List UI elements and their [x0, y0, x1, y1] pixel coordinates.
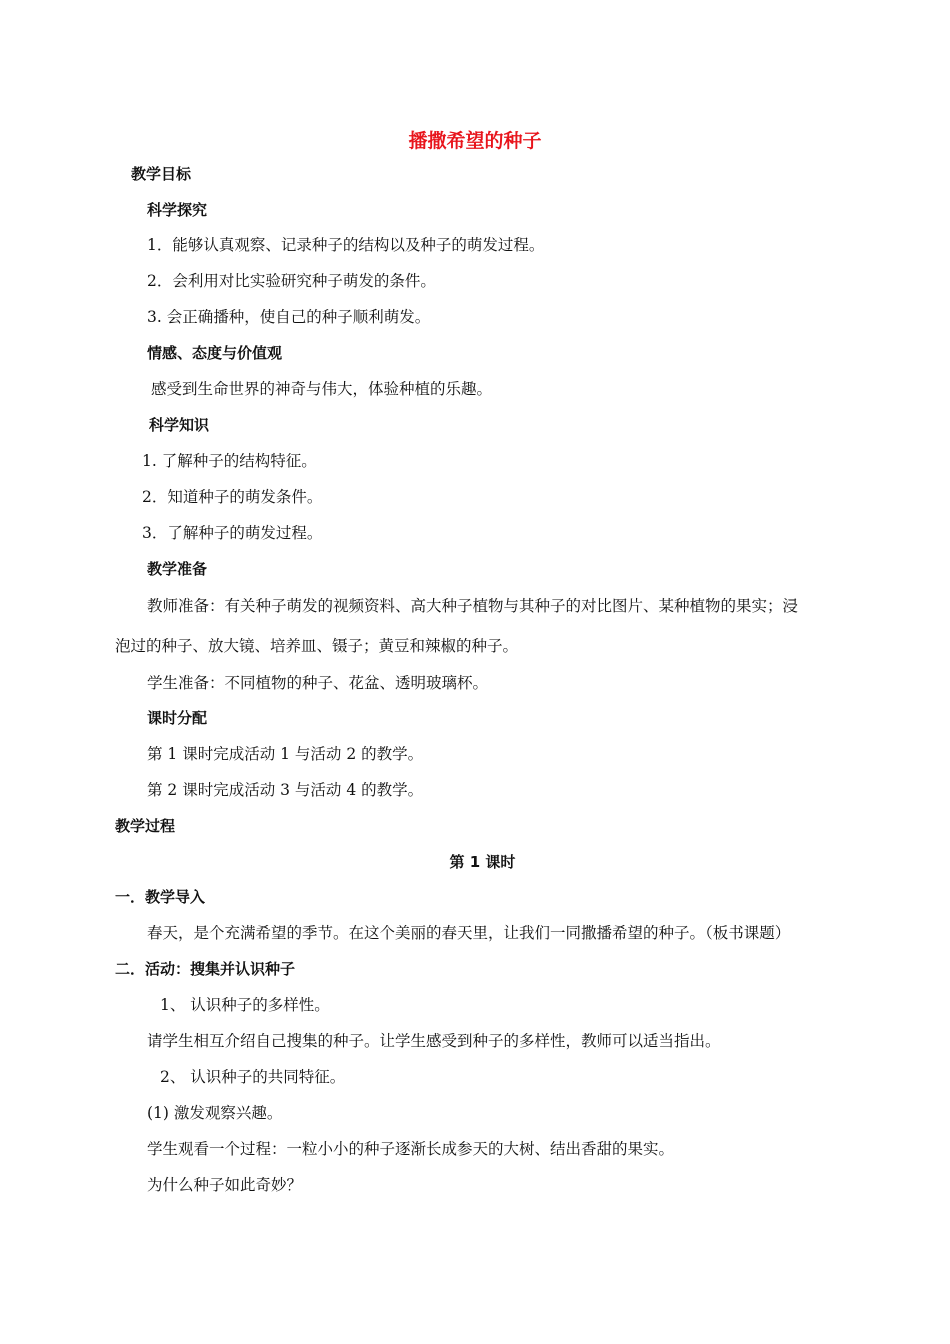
- goals-heading: 教学目标: [131, 165, 192, 183]
- intro-heading: 一．教学导入: [115, 888, 206, 906]
- list-item: 3. 会正确播种，使自己的种子顺利萌发。: [147, 308, 431, 326]
- list-item: 1．能够认真观察、记录种子的结构以及种子的萌发过程。: [147, 236, 545, 254]
- activity-line: 请学生相互介绍自己搜集的种子。让学生感受到种子的多样性，教师可以适当指出。: [147, 1032, 721, 1050]
- knowledge-heading: 科学知识: [149, 416, 210, 434]
- list-item: 2．知道种子的萌发条件。: [142, 488, 323, 506]
- activity-line: 为什么种子如此奇妙？: [147, 1176, 303, 1194]
- activity-heading: 二．活动：搜集并认识种子: [115, 960, 296, 978]
- activity-line: 2、 认识种子的共同特征。: [160, 1068, 346, 1086]
- student-prep: 学生准备：不同植物的种子、花盆、透明玻璃杯。: [147, 674, 489, 692]
- activity-line: (1) 激发观察兴趣。: [147, 1104, 283, 1122]
- intro-text: 春天，是个充满希望的季节。在这个美丽的春天里，让我们一同撒播希望的种子。（板书课题）: [147, 924, 791, 942]
- schedule-heading: 课时分配: [147, 709, 208, 727]
- document-title: 播撒希望的种子: [408, 130, 542, 152]
- teacher-prep-line-2: 泡过的种子、放大镜、培养皿、镊子；黄豆和辣椒的种子。: [115, 637, 519, 655]
- schedule-line: 第 2 课时完成活动 3 与活动 4 的教学。: [147, 781, 424, 799]
- preparation-heading: 教学准备: [147, 560, 208, 578]
- activity-line: 1、 认识种子的多样性。: [160, 996, 330, 1014]
- list-item: 3．了解种子的萌发过程。: [142, 524, 323, 542]
- teacher-prep-line-1: 教师准备：有关种子萌发的视频资料、高大种子植物与其种子的对比图片、某种植物的果实；浸: [147, 597, 799, 615]
- emotion-text: 感受到生命世界的神奇与伟大，体验种植的乐趣。: [151, 380, 493, 398]
- list-item: 1. 了解种子的结构特征。: [142, 452, 317, 470]
- process-heading: 教学过程: [115, 817, 176, 835]
- schedule-line: 第 1 课时完成活动 1 与活动 2 的教学。: [147, 745, 424, 763]
- science-inquiry-heading: 科学探究: [147, 201, 208, 219]
- emotion-heading: 情感、态度与价值观: [147, 344, 283, 362]
- lesson-heading: 第 1 课时: [449, 853, 516, 871]
- list-item: 2．会利用对比实验研究种子萌发的条件。: [147, 272, 436, 290]
- activity-line: 学生观看一个过程：一粒小小的种子逐渐长成参天的大树、结出香甜的果实。: [147, 1140, 675, 1158]
